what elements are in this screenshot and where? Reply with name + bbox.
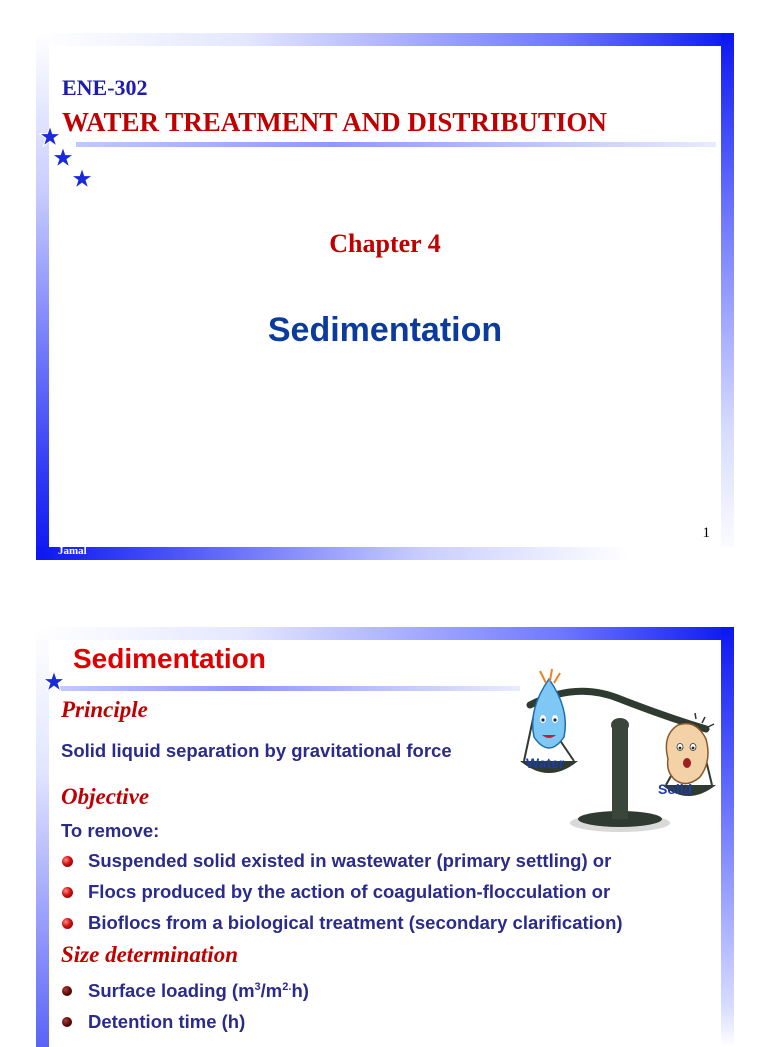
star-icon [42, 670, 66, 694]
star-icon [70, 167, 94, 191]
slide-frame-bottom-bar [36, 547, 734, 560]
chapter-heading: Chapter 4 [329, 229, 441, 258]
bullet-icon [62, 1017, 72, 1027]
principle-text: Solid liquid separation by gravitational force [61, 740, 452, 761]
slide-1 [36, 33, 734, 560]
bullet-icon [62, 856, 73, 867]
size-heading: Size determination [61, 942, 238, 967]
title-underline [60, 686, 520, 691]
slide-frame-top-bar [36, 627, 734, 640]
slide-frame-top-bar [36, 33, 734, 46]
balance-scale-graphic [516, 661, 716, 836]
list-item-text: Suspended solid existed in wastewater (primary settling) or [88, 850, 612, 871]
list-item [62, 912, 623, 934]
title-underline [76, 142, 716, 147]
list-item [62, 881, 610, 903]
slide-frame-right-bar [721, 33, 734, 560]
bullet-icon [62, 918, 73, 929]
balance-scale-illustration [516, 661, 716, 836]
solid-label: Solid [658, 781, 693, 797]
water-label: Water [526, 755, 565, 771]
course-title: WATER TREATMENT AND DISTRIBUTION [62, 107, 607, 137]
principle-heading: Principle [61, 697, 148, 722]
list-item-text: Surface loading $(m^3/m^{2.}h)$ [88, 980, 309, 1001]
bullet-icon [62, 887, 73, 898]
list-item [62, 850, 611, 872]
list-item [62, 1011, 245, 1033]
slide-title: Sedimentation [73, 643, 266, 674]
slide-2 [36, 627, 734, 1047]
objective-intro: To remove: [61, 820, 160, 841]
list-item-text: Flocs produced by the action of coagulation-flocculation or [88, 881, 611, 902]
list-item-text: Bioflocs from a biological treatment (secondary clarification) [88, 912, 623, 933]
slide-frame-right-bar [721, 627, 734, 1047]
list-item [62, 980, 309, 1002]
course-code: ENE-302 [62, 75, 148, 100]
page-number: 1 [702, 525, 710, 541]
list-item-text: Detention time (h) [88, 1011, 246, 1032]
slide-frame-left-bar [36, 33, 49, 560]
chapter-subject: Sedimentation [267, 311, 503, 349]
bullet-icon [62, 986, 72, 996]
author-label: Jamal [58, 545, 87, 557]
objective-heading: Objective [61, 784, 150, 809]
